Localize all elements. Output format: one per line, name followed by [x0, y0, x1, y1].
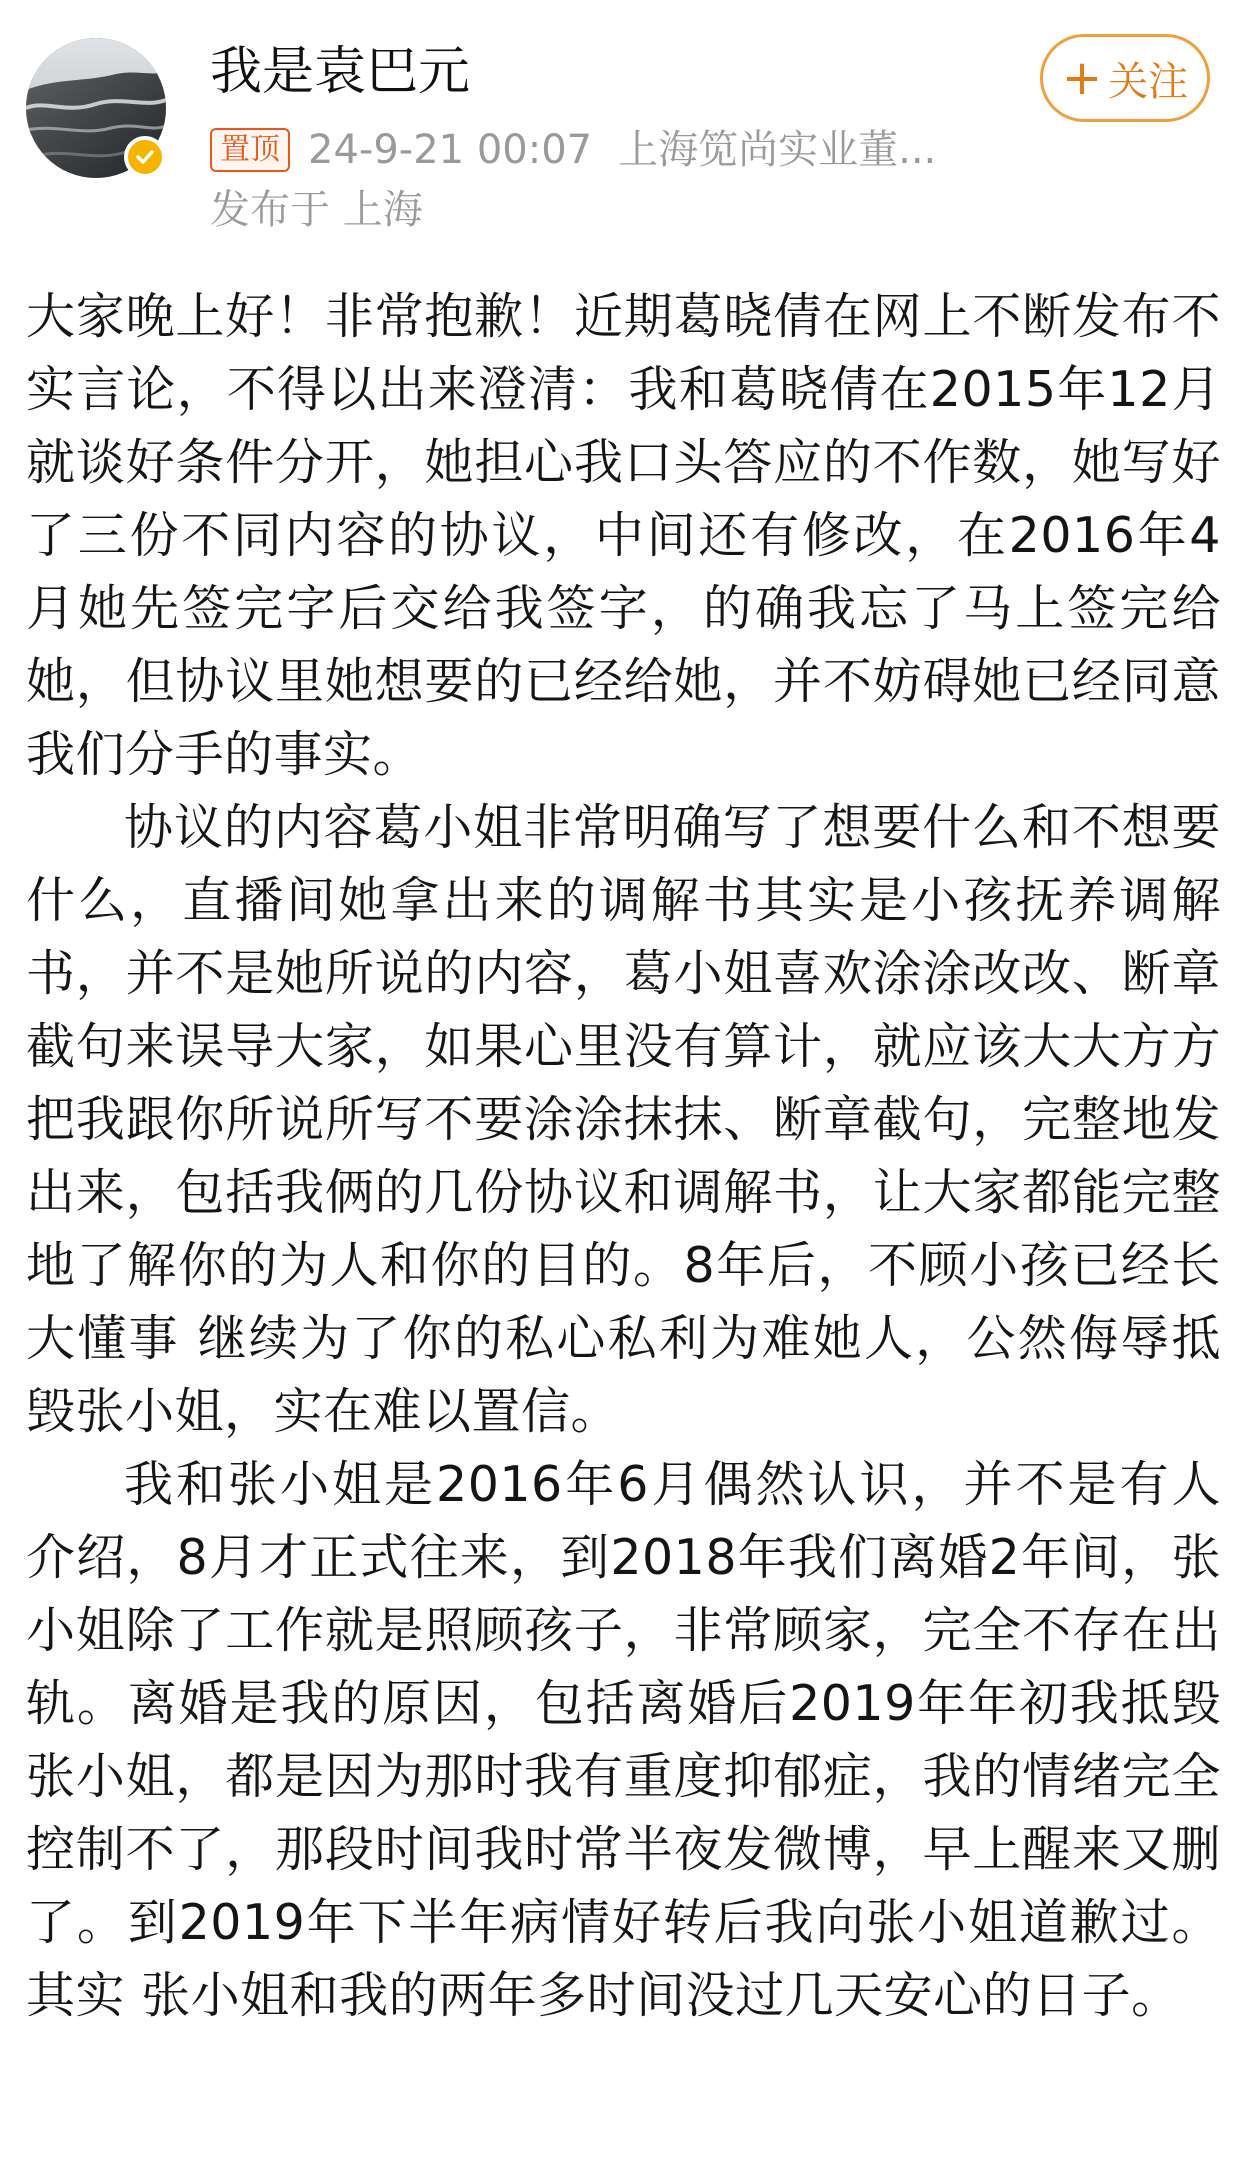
post-meta — [210, 122, 936, 178]
verified-icon — [124, 136, 166, 178]
plus-icon: + — [1061, 50, 1103, 106]
post-source[interactable]: 上海笕尚实业董... — [618, 127, 937, 173]
post-paragraph: 我和张小姐是2016年6月偶然认识，并不是有人介绍，8月才正式往来，到2018年我们离婚2年间，张小姐除了工作就是照顾孩子，非常顾家，完全不存在出轨。离婚是我的原因，包括离婚后2019年年初我抵毁张小姐，都是因为那时我有重度抑郁症，我的情绪完全控制不了，那段时间我时常半夜发微博，早上醒来又删了。到2019年下半年病情好转后我向张小姐道歉过。其实 张小姐和我的两年多时间没过几天安心的日子。 — [26, 1456, 1221, 2024]
post-paragraph: 大家晚上好！非常抱歉！近期葛晓倩在网上不断发布不实言论，不得以出来澄清：我和葛晓倩在2015年12月就谈好条件分开，她担心我口头答应的不作数，她写好了三份不同内容的协议，中间还有修改，在2016年4月她先签完字后交给我签字，的确我忘了马上签完给她，但协议里她想要的已经给她，并不妨碍她已经同意我们分手的事实。 — [26, 288, 1221, 783]
post-paragraph: 协议的内容葛小姐非常明确写了想要什么和不想要什么，直播间她拿出来的调解书其实是小孩抚养调解书，并不是她所说的内容，葛小姐喜欢涂涂改改、断章截句来误导大家，如果心里没有算计，就应该大大方方把我跟你所说所写不要涂涂抹抹、断章截句，完整地发出来，包括我俩的几份协议和调解书，让大家都能完整地了解你的为人和你的目的。8年后，不顾小孩已经长大懂事 继续为了你的私心私利为难她人，公然侮辱抵毁张小姐，实在难以置信。 — [26, 799, 1221, 1440]
post-location: 发布于 上海 — [210, 187, 423, 233]
post-body — [26, 280, 1221, 2032]
follow-label: 关注 — [1108, 58, 1189, 105]
post-timestamp[interactable]: 24-9-21 00:07 — [308, 127, 593, 173]
follow-button[interactable] — [1040, 34, 1210, 122]
post-header — [0, 0, 1245, 250]
username[interactable]: 我是袁巴元 — [210, 42, 471, 102]
avatar[interactable] — [26, 38, 166, 178]
pinned-badge: 置顶 — [210, 128, 290, 172]
